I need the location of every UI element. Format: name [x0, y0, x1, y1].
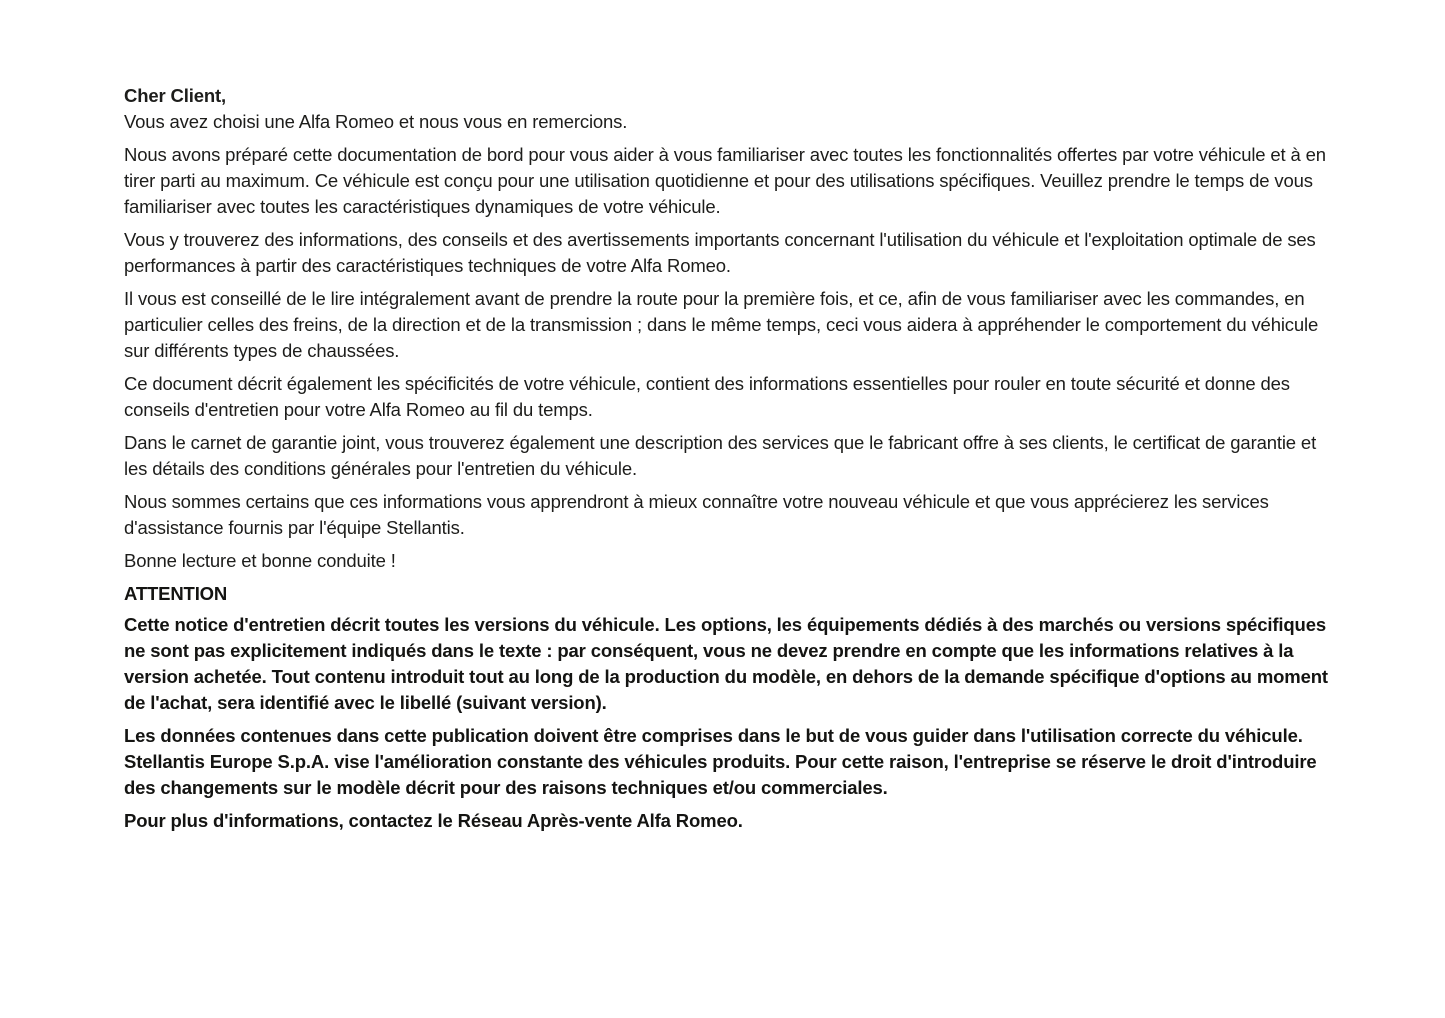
paragraph-bonne-lecture: Bonne lecture et bonne conduite !	[124, 550, 396, 571]
paragraph-garantie: Dans le carnet de garantie joint, vous trouverez également une description des services que le fabricant offre à ses clients, le certificat de garantie et les détails des conditions générales pour l'entretien du véhicule.	[124, 432, 1317, 479]
paragraph-thanks: Vous avez choisi une Alfa Romeo et nous vous en remercions.	[124, 111, 628, 132]
paragraph-documentation: Nous avons préparé cette documentation de bord pour vous aider à vous familiariser avec toutes les fonctionnalités offertes par votre véhicule et à en tirer parti au maximum. Ce véhicule est conçu pour une utilisation quotidienne et pour des utilisations spécifiques. Veuillez prendre le temps de vous familiariser avec toutes les caractéristiques dynamiques de votre véhicule.	[124, 144, 1326, 217]
paragraph-specificites: Ce document décrit également les spécificités de votre véhicule, contient des informations essentielles pour rouler en toute sécurité et donne des conseils d'entretien pour votre Alfa Romeo au fil du temps.	[124, 373, 1290, 420]
paragraph-lecture-conseil: Il vous est conseillé de le lire intégralement avant de prendre la route pour la première fois, et ce, afin de vous familiariser avec les commandes, en particulier celles des freins, de la direction et de la transmission ; dans le même temps, ceci vous aidera à appréhender le comportement du véhicule sur différents types de chaussées.	[124, 288, 1319, 361]
attention-paragraph-contact: Pour plus d'informations, contactez le Réseau Après-vente Alfa Romeo.	[124, 810, 743, 831]
attention-paragraph-donnees: Les données contenues dans cette publication doivent être comprises dans le but de vous guider dans l'utilisation correcte du véhicule. Stellantis Europe S.p.A. vise l'amélioration constante des véhicules produits. Pour cette raison, l'entreprise se réserve le droit d'introduire des changements sur le modèle décrit pour des raisons techniques et/ou commerciales.	[124, 725, 1317, 798]
greeting-heading: Cher Client,	[124, 85, 227, 106]
attention-heading: ATTENTION	[124, 583, 228, 604]
attention-paragraph-versions: Cette notice d'entretien décrit toutes les versions du véhicule. Les options, les équipements dédiés à des marchés ou versions spécifiques ne sont pas explicitement indiqués dans le texte : par conséquent, vous ne devez prendre en compte que les informations relatives à la version achetée. Tout contenu introduit tout au long de la production du modèle, en dehors de la demande spécifique d'options au moment de l'achat, sera identifié avec le libellé (suivant version).	[124, 614, 1328, 713]
paragraph-informations: Vous y trouverez des informations, des conseils et des avertissements importants concernant l'utilisation du véhicule et l'exploitation optimale de ses performances à partir des caractéristiques techniques de votre Alfa Romeo.	[124, 229, 1316, 276]
paragraph-stellantis: Nous sommes certains que ces informations vous apprendront à mieux connaître votre nouveau véhicule et que vous apprécierez les services d'assistance fournis par l'équipe Stellantis.	[124, 491, 1269, 538]
document-body	[124, 83, 1340, 834]
